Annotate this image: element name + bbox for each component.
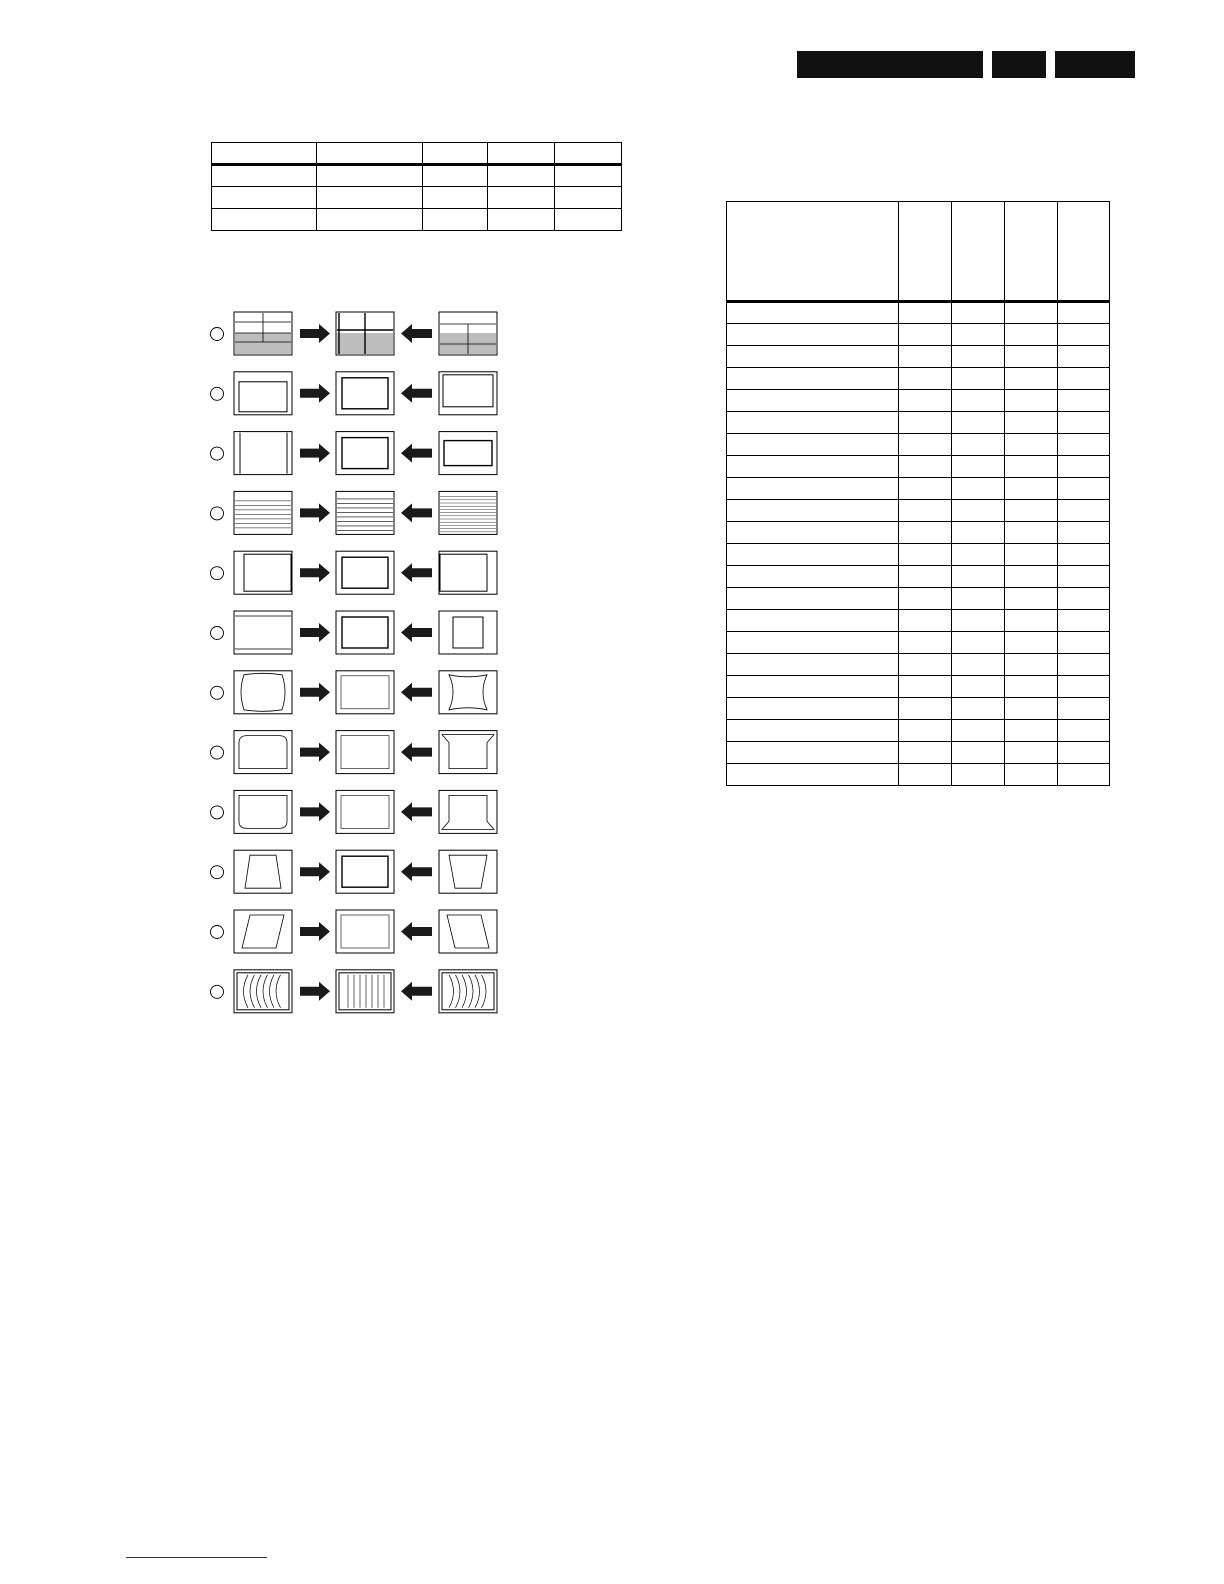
top_table-cell bbox=[212, 209, 317, 231]
right_table-cell bbox=[1005, 588, 1058, 610]
footer-link-underline[interactable] bbox=[126, 1557, 267, 1558]
screen-misadjusted-left bbox=[234, 731, 292, 774]
screen-misadjusted-left bbox=[234, 850, 292, 893]
screen-misadjusted-right bbox=[439, 790, 497, 833]
right_table-cell bbox=[727, 742, 899, 764]
table-row bbox=[727, 434, 1110, 456]
right_table-cell bbox=[952, 764, 1005, 786]
top_table-cell bbox=[423, 209, 488, 231]
right_table-cell bbox=[1005, 742, 1058, 764]
right_table-cell bbox=[899, 478, 952, 500]
screen-misadjusted-right bbox=[439, 611, 497, 654]
right_table-cell bbox=[727, 202, 899, 302]
geometry-row-horizontal-amplitude bbox=[211, 372, 498, 415]
table-row bbox=[727, 302, 1110, 324]
right_table-cell bbox=[1058, 566, 1110, 588]
right_table-cell bbox=[1005, 720, 1058, 742]
arrow-left-icon bbox=[401, 802, 432, 821]
screen-misadjusted-right bbox=[439, 671, 497, 714]
right_table-cell bbox=[1058, 478, 1110, 500]
right_table-cell bbox=[1058, 324, 1110, 346]
screen-misadjusted-left bbox=[234, 432, 292, 475]
right_table-cell bbox=[1005, 654, 1058, 676]
right_table-cell bbox=[899, 588, 952, 610]
right_table-cell bbox=[952, 588, 1005, 610]
geometry-row-horizontal-shift bbox=[211, 432, 498, 475]
right_table-cell bbox=[899, 434, 952, 456]
screen-misadjusted-left bbox=[234, 491, 292, 534]
table-row bbox=[727, 456, 1110, 478]
top_table-cell bbox=[423, 187, 488, 209]
table-row bbox=[212, 209, 622, 231]
right_table-cell bbox=[899, 720, 952, 742]
right_table-cell bbox=[952, 698, 1005, 720]
right_table-cell bbox=[727, 522, 899, 544]
right_table-cell bbox=[952, 202, 1005, 302]
right_table-cell bbox=[899, 632, 952, 654]
right_table-cell bbox=[727, 456, 899, 478]
right_table-cell bbox=[727, 610, 899, 632]
top_table-cell bbox=[555, 187, 622, 209]
right_table-cell bbox=[727, 720, 899, 742]
screen-misadjusted-right bbox=[439, 372, 497, 415]
top_table-cell bbox=[555, 143, 622, 165]
table-row bbox=[727, 478, 1110, 500]
screen-correct bbox=[336, 312, 394, 355]
right_table-cell bbox=[899, 500, 952, 522]
right_table-cell bbox=[952, 654, 1005, 676]
geometry-row-parallelogram bbox=[211, 910, 498, 953]
screen-misadjusted-right bbox=[439, 491, 497, 534]
step-circle bbox=[211, 507, 224, 520]
table-row bbox=[212, 165, 622, 187]
right_table-cell bbox=[952, 434, 1005, 456]
arrow-left-icon bbox=[401, 922, 432, 941]
right_table-cell bbox=[1005, 698, 1058, 720]
right_table-cell bbox=[1058, 302, 1110, 324]
right_table-cell bbox=[1058, 676, 1110, 698]
right_table-cell bbox=[899, 202, 952, 302]
right_table-cell bbox=[899, 390, 952, 412]
screen-correct bbox=[336, 790, 394, 833]
step-circle bbox=[211, 866, 224, 879]
table-row bbox=[727, 412, 1110, 434]
step-circle bbox=[211, 746, 224, 759]
step-circle bbox=[211, 567, 224, 580]
table-row bbox=[727, 588, 1110, 610]
screen-misadjusted-left bbox=[234, 790, 292, 833]
right_table-cell bbox=[899, 764, 952, 786]
screen-correct bbox=[336, 611, 394, 654]
screen-misadjusted-left bbox=[234, 312, 292, 355]
screen-correct bbox=[336, 731, 394, 774]
right_table-cell bbox=[1058, 390, 1110, 412]
table-row bbox=[727, 764, 1110, 786]
arrow-right-icon bbox=[300, 743, 330, 762]
right_table-cell bbox=[1058, 720, 1110, 742]
screen-correct bbox=[336, 671, 394, 714]
screen-misadjusted-left bbox=[234, 671, 292, 714]
right_table-cell bbox=[1005, 522, 1058, 544]
right_table-cell bbox=[727, 500, 899, 522]
right_table-cell bbox=[952, 742, 1005, 764]
arrow-left-icon bbox=[401, 623, 432, 642]
top_table-cell bbox=[423, 143, 488, 165]
right_table-cell bbox=[1058, 764, 1110, 786]
arrow-right-icon bbox=[300, 444, 330, 463]
right_table-cell bbox=[899, 654, 952, 676]
right_table-cell bbox=[952, 566, 1005, 588]
right_table-cell bbox=[1005, 544, 1058, 566]
arrow-left-icon bbox=[401, 444, 432, 463]
right_table-cell bbox=[727, 412, 899, 434]
right_table-cell bbox=[1058, 522, 1110, 544]
right_table-cell bbox=[1005, 434, 1058, 456]
step-circle bbox=[211, 387, 224, 400]
table-row bbox=[727, 698, 1110, 720]
right_table-cell bbox=[727, 566, 899, 588]
right_table-cell bbox=[952, 720, 1005, 742]
top_table-cell bbox=[317, 165, 423, 187]
right_table-cell bbox=[899, 610, 952, 632]
right_table-cell bbox=[1005, 566, 1058, 588]
table-row bbox=[727, 654, 1110, 676]
right_table-cell bbox=[727, 764, 899, 786]
right_table-cell bbox=[1058, 202, 1110, 302]
right_table-cell bbox=[1005, 632, 1058, 654]
right_table-cell bbox=[952, 412, 1005, 434]
header-block-2 bbox=[992, 51, 1046, 78]
right_table-cell bbox=[727, 302, 899, 324]
top_table-cell bbox=[212, 165, 317, 187]
right_table-cell bbox=[1005, 676, 1058, 698]
right_table-cell bbox=[899, 456, 952, 478]
right_table-cell bbox=[952, 346, 1005, 368]
arrow-right-icon bbox=[300, 623, 330, 642]
right_table-cell bbox=[1058, 654, 1110, 676]
screen-correct bbox=[336, 970, 394, 1013]
arrow-right-icon bbox=[300, 324, 330, 343]
right_table-cell bbox=[1058, 346, 1110, 368]
table-row bbox=[727, 720, 1110, 742]
screen-misadjusted-left bbox=[234, 372, 292, 415]
top_table-cell bbox=[488, 143, 555, 165]
screen-misadjusted-right bbox=[439, 970, 497, 1013]
right_table-cell bbox=[899, 324, 952, 346]
right_table-cell bbox=[727, 676, 899, 698]
table-row bbox=[212, 187, 622, 209]
right_table-cell bbox=[1005, 764, 1058, 786]
right_table-cell bbox=[727, 544, 899, 566]
right_table-cell bbox=[1005, 202, 1058, 302]
right_table-cell bbox=[1005, 390, 1058, 412]
right_table-cell bbox=[727, 368, 899, 390]
screen-misadjusted-right bbox=[439, 432, 497, 475]
right_table-cell bbox=[899, 544, 952, 566]
table-row bbox=[727, 566, 1110, 588]
right_table-cell bbox=[727, 434, 899, 456]
table-row bbox=[727, 676, 1110, 698]
top_table-cell bbox=[555, 209, 622, 231]
top-table bbox=[211, 142, 622, 231]
screen-misadjusted-left bbox=[234, 611, 292, 654]
right_table-cell bbox=[899, 346, 952, 368]
arrow-right-icon bbox=[300, 563, 330, 582]
right_table-cell bbox=[1058, 434, 1110, 456]
arrow-left-icon bbox=[401, 982, 432, 1001]
right_table-cell bbox=[1058, 632, 1110, 654]
screen-misadjusted-left bbox=[234, 910, 292, 953]
right_table-cell bbox=[727, 632, 899, 654]
right_table-cell bbox=[1005, 302, 1058, 324]
right_table-cell bbox=[899, 522, 952, 544]
top_table-header-row bbox=[212, 143, 622, 165]
right_table-cell bbox=[952, 610, 1005, 632]
geometry-row-east-west-parabola bbox=[211, 671, 498, 714]
arrow-right-icon bbox=[300, 384, 330, 403]
screen-misadjusted-left bbox=[234, 551, 292, 594]
table-row bbox=[727, 324, 1110, 346]
step-circle bbox=[211, 806, 224, 819]
right_table-cell bbox=[899, 368, 952, 390]
step-circle bbox=[211, 686, 224, 699]
right_table-cell bbox=[899, 698, 952, 720]
arrow-left-icon bbox=[401, 563, 432, 582]
right_table-cell bbox=[952, 522, 1005, 544]
right_table-cell bbox=[727, 478, 899, 500]
arrow-left-icon bbox=[401, 743, 432, 762]
table-row bbox=[727, 610, 1110, 632]
right_table-cell bbox=[1005, 478, 1058, 500]
arrow-right-icon bbox=[300, 503, 330, 522]
top_table-cell bbox=[488, 187, 555, 209]
right_table-cell bbox=[1005, 610, 1058, 632]
right_table-cell bbox=[899, 412, 952, 434]
arrow-right-icon bbox=[300, 982, 330, 1001]
right_table-cell bbox=[1058, 368, 1110, 390]
step-circle bbox=[211, 328, 224, 341]
screen-misadjusted-right bbox=[439, 731, 497, 774]
arrow-left-icon bbox=[401, 862, 432, 881]
screen-misadjusted-left bbox=[234, 970, 292, 1013]
top_table-cell bbox=[212, 143, 317, 165]
top_table-cell bbox=[212, 187, 317, 209]
screen-misadjusted-right bbox=[439, 910, 497, 953]
right_table-cell bbox=[952, 368, 1005, 390]
top_table-cell bbox=[555, 165, 622, 187]
top_table-cell bbox=[317, 209, 423, 231]
screen-misadjusted-right bbox=[439, 312, 497, 355]
right_table-cell bbox=[727, 588, 899, 610]
screen-correct bbox=[336, 432, 394, 475]
arrow-left-icon bbox=[401, 503, 432, 522]
table-row bbox=[727, 368, 1110, 390]
right_table-cell bbox=[1058, 698, 1110, 720]
step-circle bbox=[211, 985, 224, 998]
geometry-row-trapezium bbox=[211, 850, 498, 893]
right_table-cell bbox=[727, 698, 899, 720]
right_table-cell bbox=[899, 302, 952, 324]
right_table-cell bbox=[727, 390, 899, 412]
geometry-adjustment-diagram bbox=[205, 305, 505, 1025]
right_table-cell bbox=[952, 500, 1005, 522]
right_table-cell bbox=[1058, 412, 1110, 434]
top_table-cell bbox=[423, 165, 488, 187]
geometry-row-bow bbox=[211, 970, 498, 1013]
step-circle bbox=[211, 926, 224, 939]
right_table-cell bbox=[952, 544, 1005, 566]
right_table-cell bbox=[952, 302, 1005, 324]
right_table-cell bbox=[952, 478, 1005, 500]
arrow-right-icon bbox=[300, 683, 330, 702]
arrow-left-icon bbox=[401, 384, 432, 403]
screen-misadjusted-right bbox=[439, 850, 497, 893]
right_table-cell bbox=[1005, 324, 1058, 346]
table-row bbox=[727, 544, 1110, 566]
right_table-cell bbox=[1058, 544, 1110, 566]
table-row bbox=[727, 522, 1110, 544]
header-block-1 bbox=[797, 51, 983, 78]
right_table-cell bbox=[1058, 610, 1110, 632]
right_table-cell bbox=[1005, 368, 1058, 390]
screen-correct bbox=[336, 491, 394, 534]
top_table-cell bbox=[488, 165, 555, 187]
right_table-cell bbox=[952, 390, 1005, 412]
table-row bbox=[727, 742, 1110, 764]
step-circle bbox=[211, 447, 224, 460]
right_table-cell bbox=[1058, 456, 1110, 478]
screen-correct bbox=[336, 551, 394, 594]
screen-misadjusted-right bbox=[439, 551, 497, 594]
geometry-row-lower-corner-correction bbox=[211, 790, 498, 833]
right-table bbox=[726, 201, 1110, 786]
right_table-cell bbox=[899, 676, 952, 698]
right_table-cell bbox=[1005, 500, 1058, 522]
right_table-cell bbox=[952, 676, 1005, 698]
screen-correct bbox=[336, 372, 394, 415]
arrow-left-icon bbox=[401, 324, 432, 343]
right_table-cell bbox=[727, 324, 899, 346]
arrow-left-icon bbox=[401, 683, 432, 702]
geometry-row-vertical-linearity bbox=[211, 491, 498, 534]
right_table-cell bbox=[1005, 412, 1058, 434]
right_table-cell bbox=[952, 324, 1005, 346]
top_table-cell bbox=[317, 143, 423, 165]
geometry-row-vertical-position bbox=[211, 312, 498, 355]
right_table-cell bbox=[899, 742, 952, 764]
top_table-cell bbox=[488, 209, 555, 231]
table-row bbox=[727, 632, 1110, 654]
top_table-cell bbox=[317, 187, 423, 209]
arrow-right-icon bbox=[300, 922, 330, 941]
arrow-right-icon bbox=[300, 802, 330, 821]
right_table-cell bbox=[727, 654, 899, 676]
right_table-cell bbox=[952, 456, 1005, 478]
step-circle bbox=[211, 627, 224, 640]
right_table-cell bbox=[952, 632, 1005, 654]
geometry-row-upper-corner-correction bbox=[211, 731, 498, 774]
header-block-3 bbox=[1055, 51, 1135, 78]
right_table-cell bbox=[1058, 588, 1110, 610]
table-row bbox=[727, 390, 1110, 412]
screen-correct bbox=[336, 850, 394, 893]
right_table-cell bbox=[1005, 346, 1058, 368]
right_table-cell bbox=[1005, 456, 1058, 478]
geometry-row-horizontal-position bbox=[211, 551, 498, 594]
table-row bbox=[727, 346, 1110, 368]
right_table-cell bbox=[1058, 500, 1110, 522]
right_table-header-row bbox=[727, 202, 1110, 302]
right_table-cell bbox=[727, 346, 899, 368]
geometry-row-vertical-amplitude bbox=[211, 611, 498, 654]
right_table-cell bbox=[899, 566, 952, 588]
arrow-right-icon bbox=[300, 862, 330, 881]
table-row bbox=[727, 500, 1110, 522]
screen-correct bbox=[336, 910, 394, 953]
right_table-cell bbox=[1058, 742, 1110, 764]
